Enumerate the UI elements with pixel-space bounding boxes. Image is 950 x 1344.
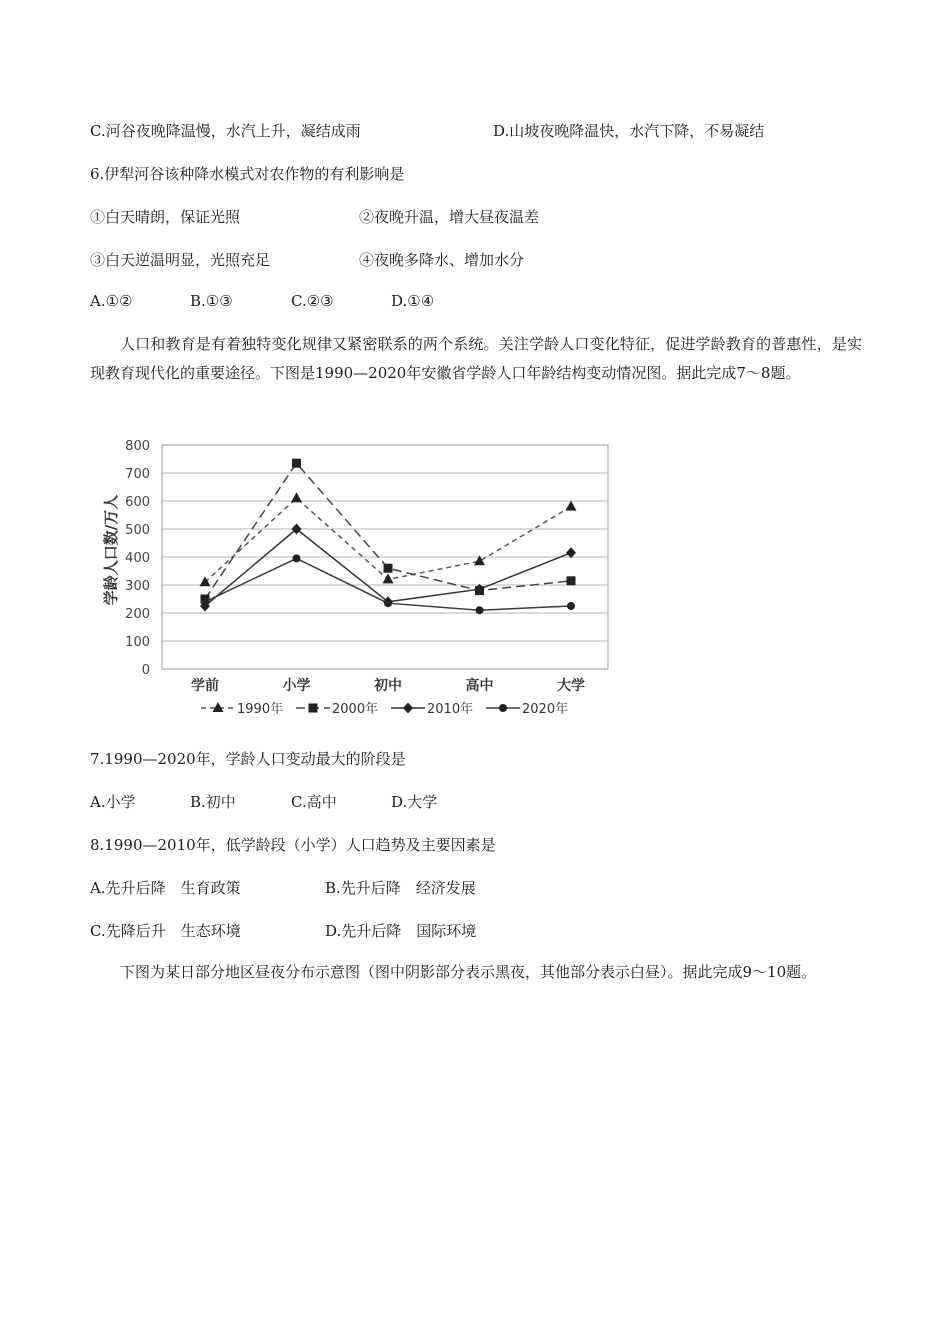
y-tick-label: 100 <box>125 635 150 650</box>
legend-marker <box>309 704 318 713</box>
y-tick-label: 200 <box>125 607 150 622</box>
q5-option-d: D.山坡夜晚降温快，水汽下降，不易凝结 <box>493 122 765 140</box>
q8-choice-b: B.先升后降 经济发展 <box>325 879 476 897</box>
x-tick-label: 学前 <box>191 678 219 694</box>
y-tick-label: 600 <box>125 495 150 510</box>
data-point-2020年-初中 <box>384 599 392 607</box>
q6-item-3: ③白天逆温明显，光照充足 <box>90 251 271 269</box>
q8-choice-c: C.先降后升 生态环境 <box>90 922 241 940</box>
data-point-2000年-初中 <box>384 564 393 573</box>
data-point-1990年-大学 <box>566 501 577 511</box>
data-point-2000年-大学 <box>567 576 576 585</box>
q6-choice-d: D.①④ <box>391 292 435 310</box>
y-tick-label: 400 <box>125 551 150 566</box>
q7-choice-b: B.初中 <box>190 793 236 811</box>
data-point-2000年-小学 <box>292 459 301 468</box>
x-tick-label: 大学 <box>557 678 585 694</box>
q7-choice-d: D.大学 <box>391 793 438 811</box>
data-point-1990年-初中 <box>383 573 394 583</box>
q6-item-1: ①白天晴朗，保证光照 <box>90 208 241 226</box>
q7-stem: 7.1990—2020年，学龄人口变动最大的阶段是 <box>90 750 406 768</box>
q6-choice-c: C.②③ <box>291 292 334 310</box>
y-tick-label: 700 <box>125 467 150 482</box>
legend-label: 2000年 <box>332 702 379 717</box>
q8-stem: 8.1990—2010年，低学龄段（小学）人口趋势及主要因素是 <box>90 836 496 854</box>
y-tick-label: 500 <box>125 523 150 538</box>
q7-choice-c: C.高中 <box>291 793 337 811</box>
legend-marker <box>403 703 413 714</box>
q5-option-c: C.河谷夜晚降温慢，水汽上升，凝结成雨 <box>90 122 361 140</box>
q6-item-2: ②夜晚升温，增大昼夜温差 <box>359 208 540 226</box>
school-age-population-chart <box>98 432 628 727</box>
q6-item-4: ④夜晚多降水、增加水分 <box>359 251 525 269</box>
data-point-1990年-小学 <box>291 492 302 502</box>
q8-choice-d: D.先升后降 国际环境 <box>325 922 477 940</box>
passage-population-education: 人口和教育是有着独特变化规律又紧密联系的两个系统。关注学龄人口变化特征，促进学龄教育的普惠性，是实现教育现代化的重要途径。下图是1990—2020年安徽省学龄人口年龄结构变动情况图。据此完成7～8题。 <box>90 335 862 382</box>
q6-choice-b: B.①③ <box>190 292 233 310</box>
x-tick-label: 小学 <box>282 678 311 694</box>
y-tick-label: 300 <box>125 579 150 594</box>
x-tick-label: 初中 <box>374 678 402 694</box>
legend-marker <box>213 702 224 712</box>
data-point-2020年-大学 <box>567 602 575 610</box>
x-tick-label: 高中 <box>465 678 494 694</box>
legend-label: 2010年 <box>427 702 474 717</box>
y-tick-label: 0 <box>141 663 150 678</box>
y-axis-label: 学龄人口数/万人 <box>102 494 120 606</box>
data-point-2020年-高中 <box>476 606 484 614</box>
q8-choice-a: A.先升后降 生育政策 <box>90 879 241 897</box>
q6-stem: 6.伊犁河谷该种降水模式对农作物的有利影响是 <box>90 165 405 183</box>
data-point-1990年-学前 <box>200 576 211 586</box>
data-point-2020年-小学 <box>293 554 301 562</box>
legend-label: 2020年 <box>522 702 569 717</box>
y-tick-label: 800 <box>125 439 150 454</box>
legend-marker <box>499 704 507 712</box>
q7-choice-a: A.小学 <box>90 793 136 811</box>
q6-choice-a: A.①② <box>90 292 133 310</box>
passage-day-night: 下图为某日部分地区昼夜分布示意图（图中阴影部分表示黑夜，其他部分表示白昼）。据此完成9～10题。 <box>120 963 817 981</box>
data-point-2020年-学前 <box>201 598 209 606</box>
legend-label: 1990年 <box>237 702 284 717</box>
